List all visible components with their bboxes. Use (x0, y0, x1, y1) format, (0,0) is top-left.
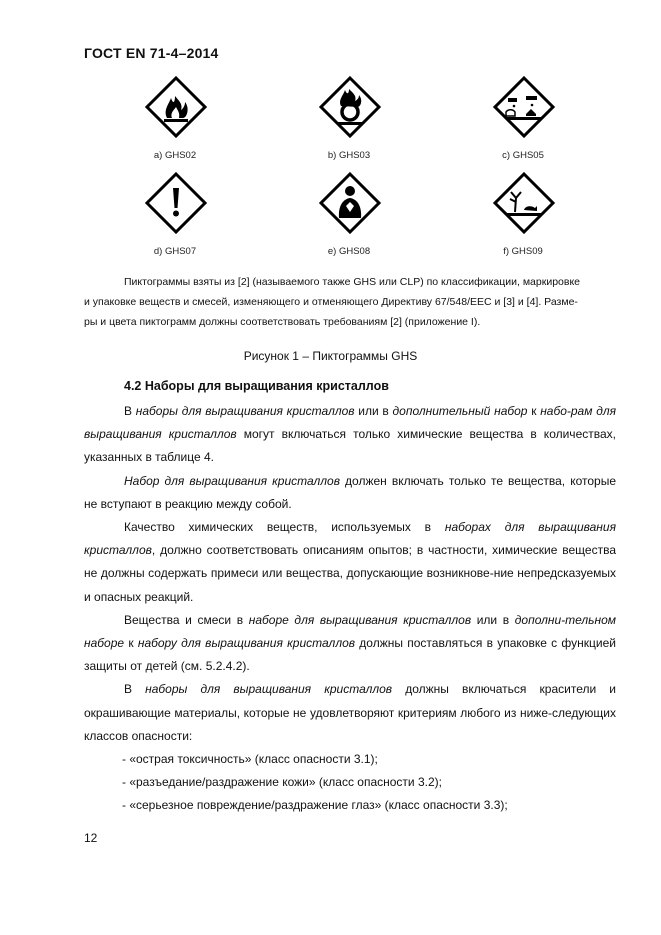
pictogram-caption: b) GHS03 (327, 150, 371, 161)
paragraph: В наборы для выращивания кристаллов должны включаться красители и окрашивающие материалы, которые не удовлетворяют критериям любого из ниже-следующих классов опасности: (84, 682, 616, 743)
page-number: 12 (84, 831, 98, 845)
environment-icon (493, 172, 555, 234)
document-header: ГОСТ EN 71-4–2014 (84, 45, 219, 61)
pictogram-caption: e) GHS08 (327, 246, 371, 257)
flame-over-circle-icon (319, 76, 381, 138)
figure-title: Рисунок 1 – Пиктограммы GHS (243, 349, 418, 363)
pictogram-caption: a) GHS02 (153, 150, 197, 161)
list-item: - «серьезное повреждение/раздражение глаз» (класс опасности 3.3); (122, 798, 508, 813)
flame-icon (145, 76, 207, 138)
paragraph: Набор для выращивания кристаллов должен включать только те вещества, которые не вступают в реакцию между собой. (84, 473, 616, 511)
body-text (84, 400, 616, 818)
figure-note (84, 272, 616, 332)
section-title: 4.2 Наборы для выращивания кристаллов (124, 379, 389, 393)
health-hazard-icon (319, 172, 381, 234)
exclamation-mark-icon (145, 172, 207, 234)
paragraph: Качество химических веществ, используемых в наборах для выращивания кристаллов, должно соответствовать описаниям опытов; в частности, химические вещества не должны содержать примеси или вещества, допускающие возникнове-ние непредсказуемых и опасных реакций. (84, 520, 616, 604)
list-item: - «разъедание/раздражение кожи» (класс опасности 3.2); (122, 775, 442, 790)
paragraph: В наборы для выращивания кристаллов или в дополнительный набор к набо-рам для выращивания кристаллов могут включаться только химические вещества в количествах, указанных в таблице 4. (84, 404, 617, 465)
paragraph: Вещества и смеси в наборе для выращивания кристаллов или в дополни-тельном наборе к набору для выращивания кристаллов должны поставляться в упаковке с функцией защиты от детей (см. 5.2.4.2). (84, 612, 616, 674)
figure-note-line: ры и цвета пиктограмм должны соответствовать требованиям [2] (приложение I). (84, 316, 481, 328)
pictogram-caption: f) GHS09 (503, 246, 543, 257)
figure-note-line: Пиктограммы взяты из [2] (называемого также GHS или CLP) по классификации, маркировке (124, 276, 581, 288)
figure-note-line: и упаковке веществ и смесей, изменяющего и отменяющего Директиву 67/548/EEC и [3] и [4]. Разме- (84, 296, 578, 308)
pictogram-caption: c) GHS05 (502, 150, 544, 161)
corrosion-icon (493, 76, 555, 138)
list-item: - «острая токсичность» (класс опасности 3.1); (122, 752, 378, 767)
pictogram-caption: d) GHS07 (153, 246, 197, 257)
